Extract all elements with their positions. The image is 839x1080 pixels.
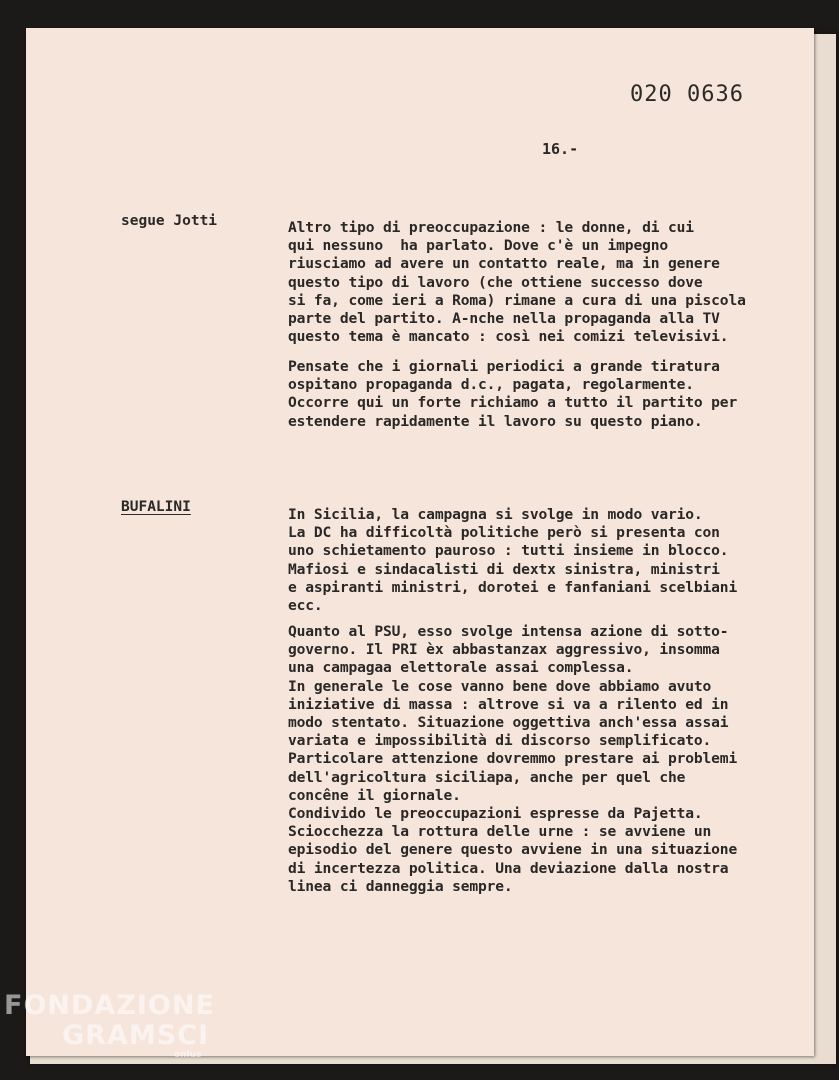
speaker-label-bufalini: BUFALINI xyxy=(121,499,191,515)
watermark-line-2: GRAMSCI xyxy=(62,1020,210,1051)
jotti-paragraph-1: Altro tipo di preoccupazione : le donne, di cui qui nessuno ha parlato. Dove c'è un impegno riusciamo ad avere un contatto reale, ma in genere questo tipo di lavoro (che ottiene successo dove si fa, come ieri a Roma) rimane a cura di una piscola parte del partito. A-nche nella propaganda alla TV questo tema è mancato : così nei comizi televisivi. xyxy=(288,219,746,346)
bufalini-paragraph-2: Quanto al PSU, esso svolge intensa azione di sotto- governo. Il PRI èx abbastanzax aggressivo, insomma una campagaa elettorale assai complessa. In generale le cose vanno bene dove abbiamo avuto iniziative di massa : altrove si va a rilento ed in modo stentato. Situazione oggettiva anch'essa assai variata e impossibilità di discorso semplificato. Particolare attenzione dovremmo prestare ai problemi dell'agricoltura siciliapa, anche per quel che concêne il giornale. Condivido le preoccupazioni espresse da Pajetta. Sciocchezza la rottura delle urne : se avviene un episodio del genere questo avviene in una situazione di incertezza politica. Una deviazione dalla nostra linea ci danneggia sempre. xyxy=(288,623,738,895)
bufalini-paragraph-1: In Sicilia, la campagna si svolge in modo vario. La DC ha difficoltà politiche però si presenta con uno schietamento pauroso : tutti insieme in blocco. Mafiosi e sindacalisti di dextx sinistra, ministri e aspiranti ministri, dorotei e fanfaniani scelbiani ecc. xyxy=(288,506,738,615)
jotti-paragraph-2: Pensate che i giornali periodici a grande tiratura ospitano propaganda d.c., pagata, regolarmente. Occorre qui un forte richiamo a tutto il partito per estendere rapidamente il lavoro su questo piano. xyxy=(288,358,738,430)
watermark-line-3: onlus xyxy=(174,1050,202,1060)
speaker-label-jotti: segue Jotti xyxy=(121,213,218,229)
archive-document-number: 020 0636 xyxy=(630,82,744,107)
fondazione-gramsci-watermark xyxy=(4,990,214,1070)
page-number: 16.- xyxy=(542,140,579,158)
watermark-line-1: FONDAZIONE xyxy=(4,990,215,1021)
